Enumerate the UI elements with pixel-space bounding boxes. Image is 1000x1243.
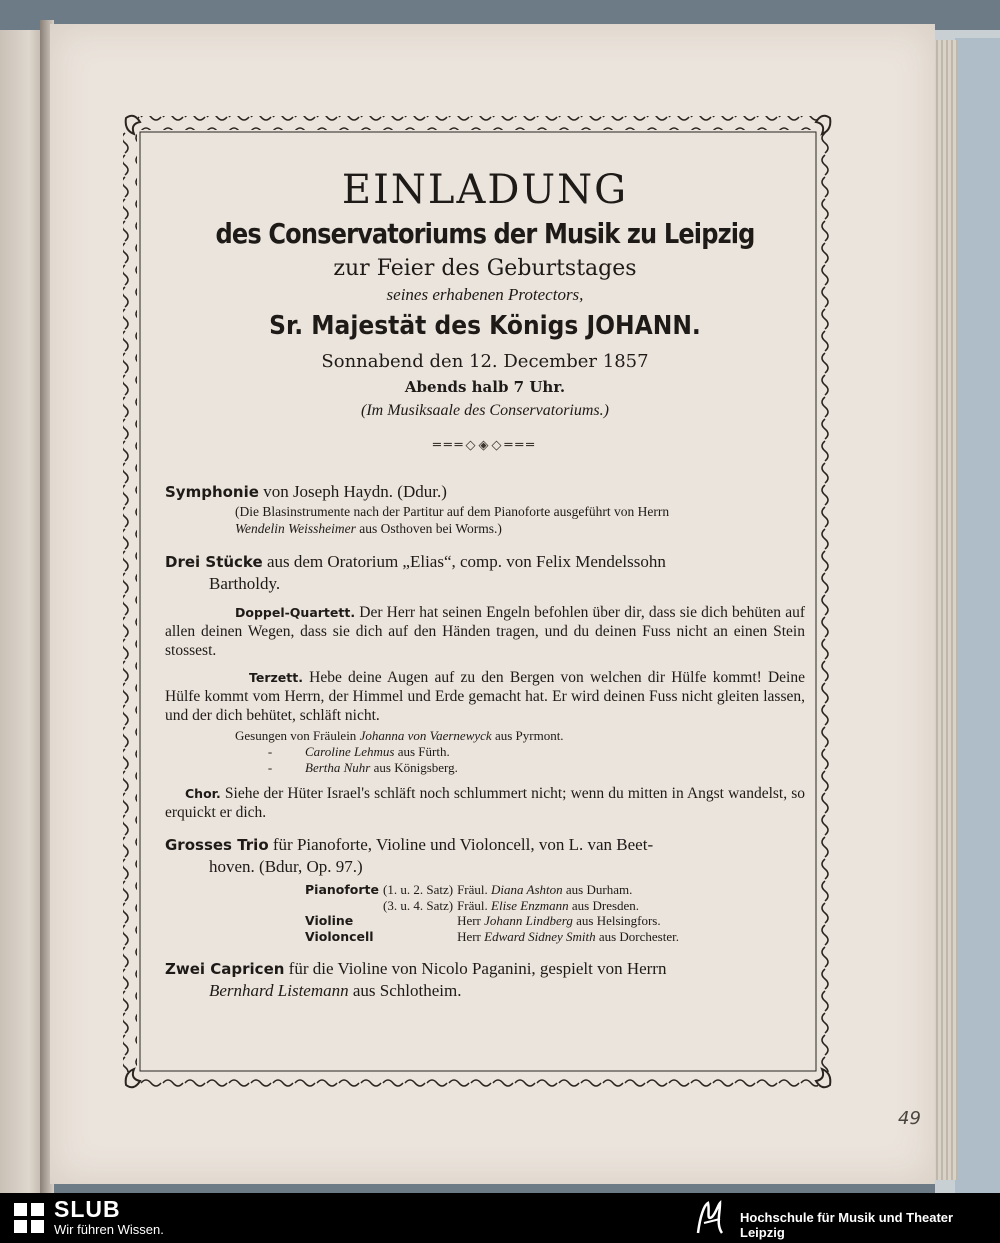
performer-2-dash: - [267, 744, 273, 759]
hmt-institution-name[interactable]: Hochschule für Musik und Theater Leipzig [740, 1210, 954, 1240]
trio-text-2: hoven. (Bdur, Op. 97.) [209, 857, 363, 876]
trio-instrument: Violine [305, 913, 354, 928]
chor-label: Chor. [185, 786, 221, 801]
event-place: (Im Musiksaale des Conservatoriums.) [361, 402, 609, 419]
trio-text: für Pianoforte, Violine und Violoncell, von L. van Beet- [268, 835, 654, 854]
drei-text: aus dem Oratorium „Elias“, comp. von Felix Mendelssohn [262, 552, 666, 571]
doppel-label: Doppel-Quartett. [235, 605, 356, 620]
trio-player-name: Edward Sidney Smith [484, 928, 596, 944]
performer-3-from: aus Königsberg. [370, 760, 458, 775]
chor [165, 784, 805, 822]
invitation-content [165, 165, 805, 1002]
trio-satz: (3. u. 4. Satz) [383, 897, 454, 913]
terzett-label: Terzett. [249, 670, 303, 685]
doppel-text: Der Herr hat seinen Engeln befohlen über dir, dass sie dich behüten auf allen deinen Wegen, dass sie dich auf den Händen tragen, und du deinen Fuss nicht an einen Stein stossest. [165, 604, 805, 659]
performers-intro: Gesungen von Fräulein [235, 728, 360, 743]
invitation-title: EINLADUNG [341, 167, 629, 213]
capricen-player-from: aus Schlotheim. [348, 981, 462, 1000]
trio-player-from: aus Dresden. [568, 897, 640, 913]
performer-1-name: Johanna von Vaernewyck [359, 728, 492, 743]
program-item-trio [165, 834, 805, 944]
performer-1-from: aus Pyrmont. [491, 728, 564, 743]
trio-player-name: Johann Lindberg [484, 913, 573, 928]
terzett [165, 668, 805, 725]
trio-satz [383, 913, 457, 929]
slub-logo-text[interactable]: SLUB [54, 1196, 121, 1222]
symphonie-note-2: aus Osthoven bei Worms.) [355, 521, 502, 536]
event-time: Abends halb 7 Uhr. [404, 378, 566, 396]
trio-row [305, 913, 683, 929]
symphonie-text: von Joseph Haydn. (Ddur.) [258, 482, 447, 501]
page-number: 49 [898, 1108, 921, 1129]
trio-player-name: Elise Enzmann [491, 897, 569, 913]
footer-bar [0, 1193, 1000, 1243]
capricen-player-name: Bernhard Listemann [209, 981, 349, 1000]
performer-2-name: Caroline Lehmus [305, 744, 395, 759]
protector-line: seines erhabenen Protectors, [386, 285, 584, 304]
performer-3-name: Bertha Nuhr [305, 760, 371, 775]
capricen-title: Zwei Capricen [165, 960, 285, 978]
occasion-line: zur Feier des Geburtstages [333, 256, 637, 281]
program-item-capricen [165, 958, 805, 1002]
trio-satz [383, 929, 457, 945]
trio-instrument: Pianoforte [305, 882, 380, 897]
trio-prefix: Fräul. [457, 897, 492, 913]
trio-performers-table [305, 882, 683, 944]
program-list [165, 481, 805, 1002]
performer-3-dash: - [267, 760, 273, 775]
slub-logo-icon[interactable] [12, 1201, 46, 1235]
symphonie-note-name: Wendelin Weissheimer [235, 521, 356, 536]
trio-row [305, 898, 683, 914]
trio-player-name: Diana Ashton [491, 882, 563, 897]
trio-prefix: Herr [457, 913, 485, 928]
hmt-logo-icon[interactable] [690, 1197, 730, 1239]
trio-title: Grosses Trio [165, 836, 269, 854]
trio-instrument: Violoncell [305, 928, 374, 944]
trio-player-from: aus Durham. [562, 882, 633, 897]
trio-player-from: aus Helsingfors. [572, 913, 661, 928]
trio-row [305, 882, 683, 898]
drei-title: Drei Stücke [165, 553, 263, 571]
conservatory-heading: des Conservatoriums der Musik zu Leipzig [215, 217, 755, 250]
trio-prefix: Herr [457, 928, 485, 944]
king-heading: Sr. Majestät des Königs JOHANN. [269, 311, 701, 341]
trio-instrument [305, 898, 383, 914]
trio-player-from: aus Dorchester. [595, 928, 679, 944]
symphonie-note-1: (Die Blasinstrumente nach der Partitur auf dem Pianoforte ausgeführt von Herrn [235, 504, 670, 519]
symphonie-title: Symphonie [165, 483, 259, 501]
event-date: Sonnabend den 12. December 1857 [321, 351, 649, 372]
performer-2-from: aus Fürth. [394, 744, 450, 759]
performers [165, 728, 805, 776]
trio-prefix: Fräul. [457, 882, 492, 897]
trio-satz: (1. u. 2. Satz) [383, 882, 454, 897]
capricen-text: für die Violine von Nicolo Paganini, gespielt von Herrn [284, 959, 667, 978]
slub-tagline: Wir führen Wissen. [54, 1222, 164, 1237]
terzett-text: Hebe deine Augen auf zu den Bergen von welchen dir Hülfe kommt! Deine Hülfe kommt vom Herrn, der Himmel und Erde gemacht hat. Er wird deinen Fuss nicht gleiten lassen, und der dich behütet, schläft nicht. [165, 669, 805, 724]
divider-ornament: ═══◇◈◇═══ [433, 438, 537, 453]
program-item-symphonie [165, 481, 805, 537]
book-cover-right [955, 38, 1000, 1193]
program-item-drei-stuecke [165, 551, 805, 822]
doppel-quartett [165, 603, 805, 660]
chor-text: Siehe der Hüter Israel's schläft noch schlummert nicht; wenn du mitten in Angst wandelst, so erquickt er dich. [165, 785, 805, 821]
trio-row [305, 929, 683, 945]
drei-text-2: Bartholdy. [209, 574, 281, 593]
